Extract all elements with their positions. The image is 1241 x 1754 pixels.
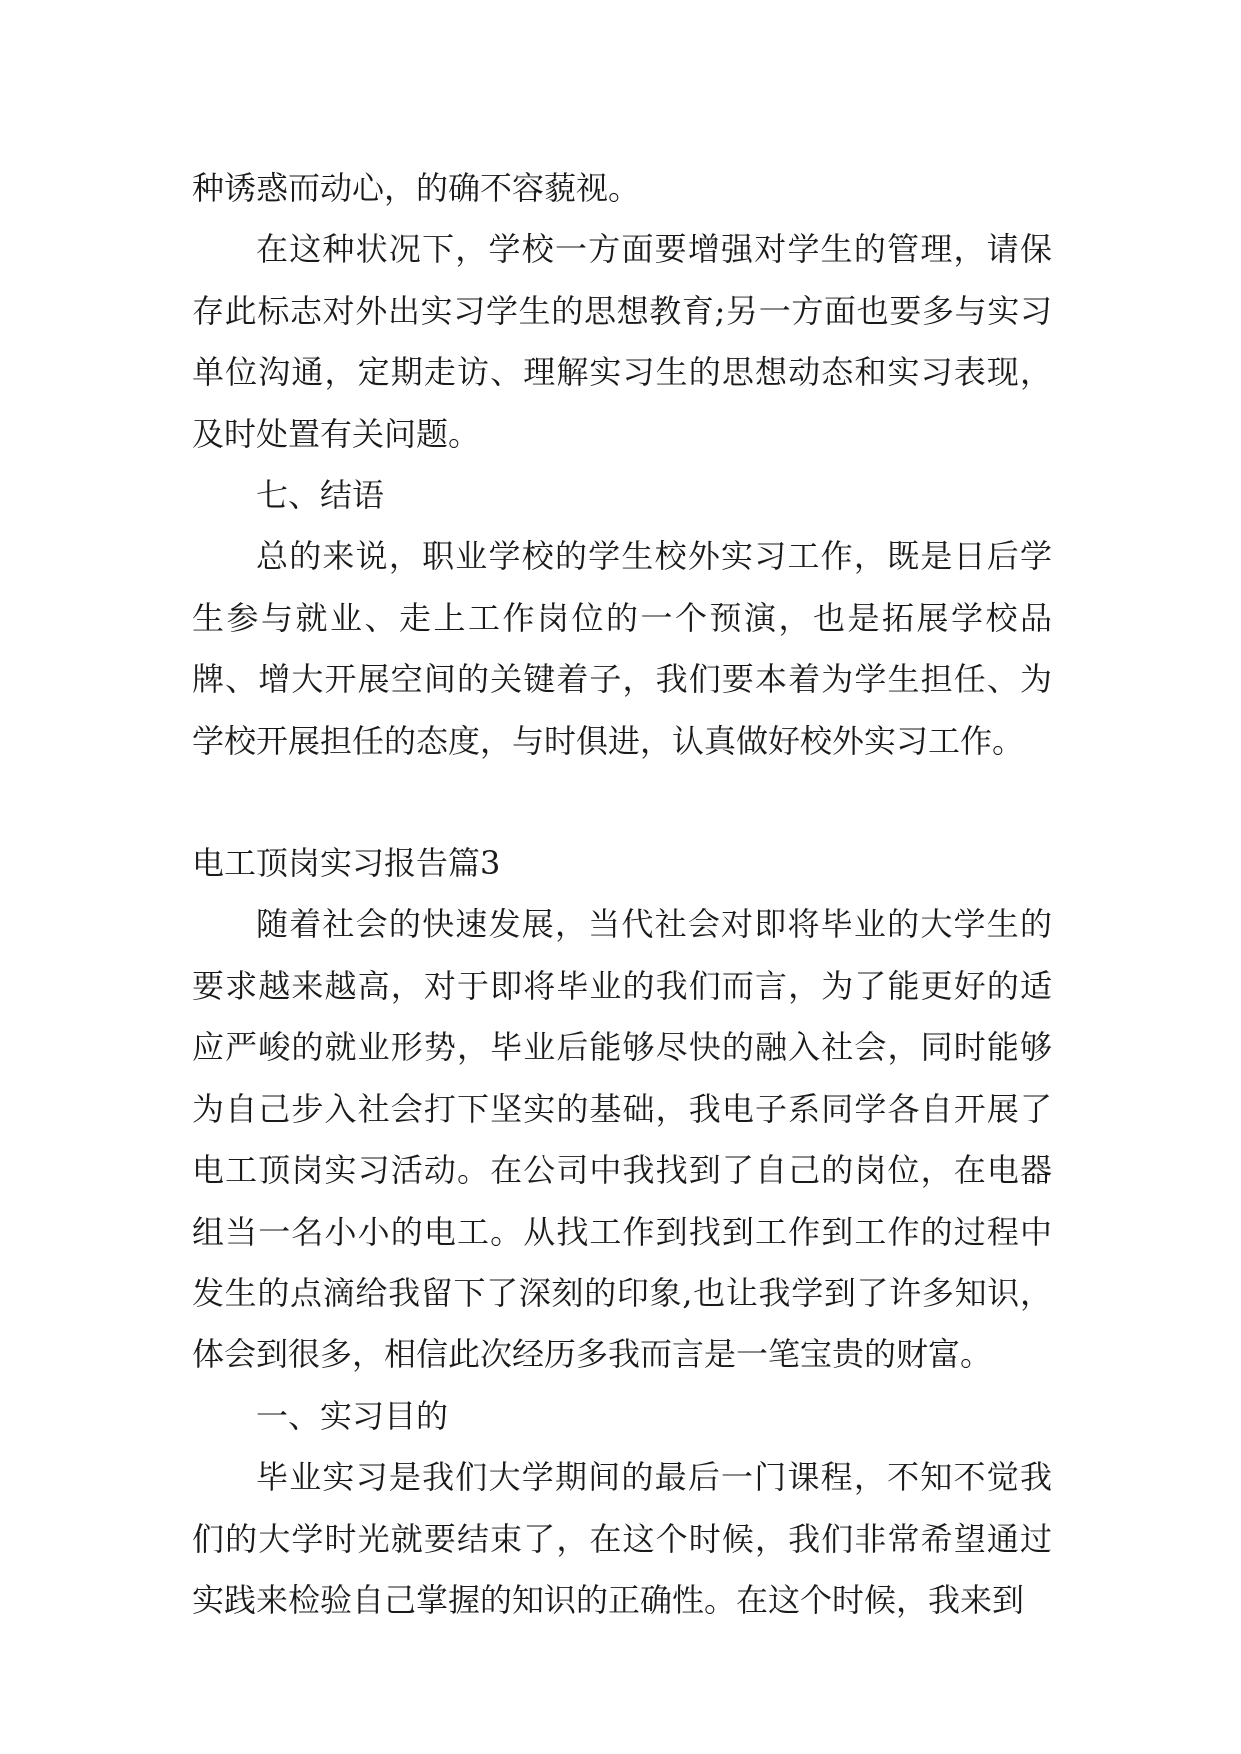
paragraph-continuation: 种诱惑而动心，的确不容藐视。: [192, 169, 641, 207]
paragraph: 毕业实习是我们大学期间的最后一门课程，不知不觉我们的大学时光就要结束了，在这个时候，我们非常希望通过实践来检验自己掌握的知识的正确性。在这个时候，我来到: [192, 1458, 1052, 1619]
document-body: [192, 158, 1052, 1631]
paragraph: 随着社会的快速发展，当代社会对即将毕业的大学生的要求越来越高，对于即将毕业的我们而言，为了能更好的适应严峻的就业形势，毕业后能够尽快的融入社会，同时能够为自己步入社会打下坚实的基础，我电子系同学各自开展了电工顶岗实习活动。在公司中我找到了自己的岗位，在电器组当一名小小的电工。从找工作到找到工作到工作的过程中发生的点滴给我留下了深刻的印象,也让我学到了许多知识，体会到很多，相信此次经历多我而言是一笔宝贵的财富。: [192, 905, 1052, 1374]
section-title: 电工顶岗实习报告篇3: [192, 844, 501, 883]
subheading-purpose: 一、实习目的: [256, 1396, 449, 1435]
subheading-conclusion: 七、结语: [256, 476, 385, 515]
paragraph: 总的来说，职业学校的学生校外实习工作，既是日后学生参与就业、走上工作岗位的一个预演，也是拓展学校品牌、增大开展空间的关键着子，我们要本着为学生担任、为学校开展担任的态度，与时俱进，认真做好校外实习工作。: [192, 537, 1052, 760]
paragraph: 在这种状况下，学校一方面要增强对学生的管理，请保存此标志对外出实习学生的思想教育;另一方面也要多与实习单位沟通，定期走访、理解实习生的思想动态和实习表现，及时处置有关问题。: [192, 230, 1052, 453]
